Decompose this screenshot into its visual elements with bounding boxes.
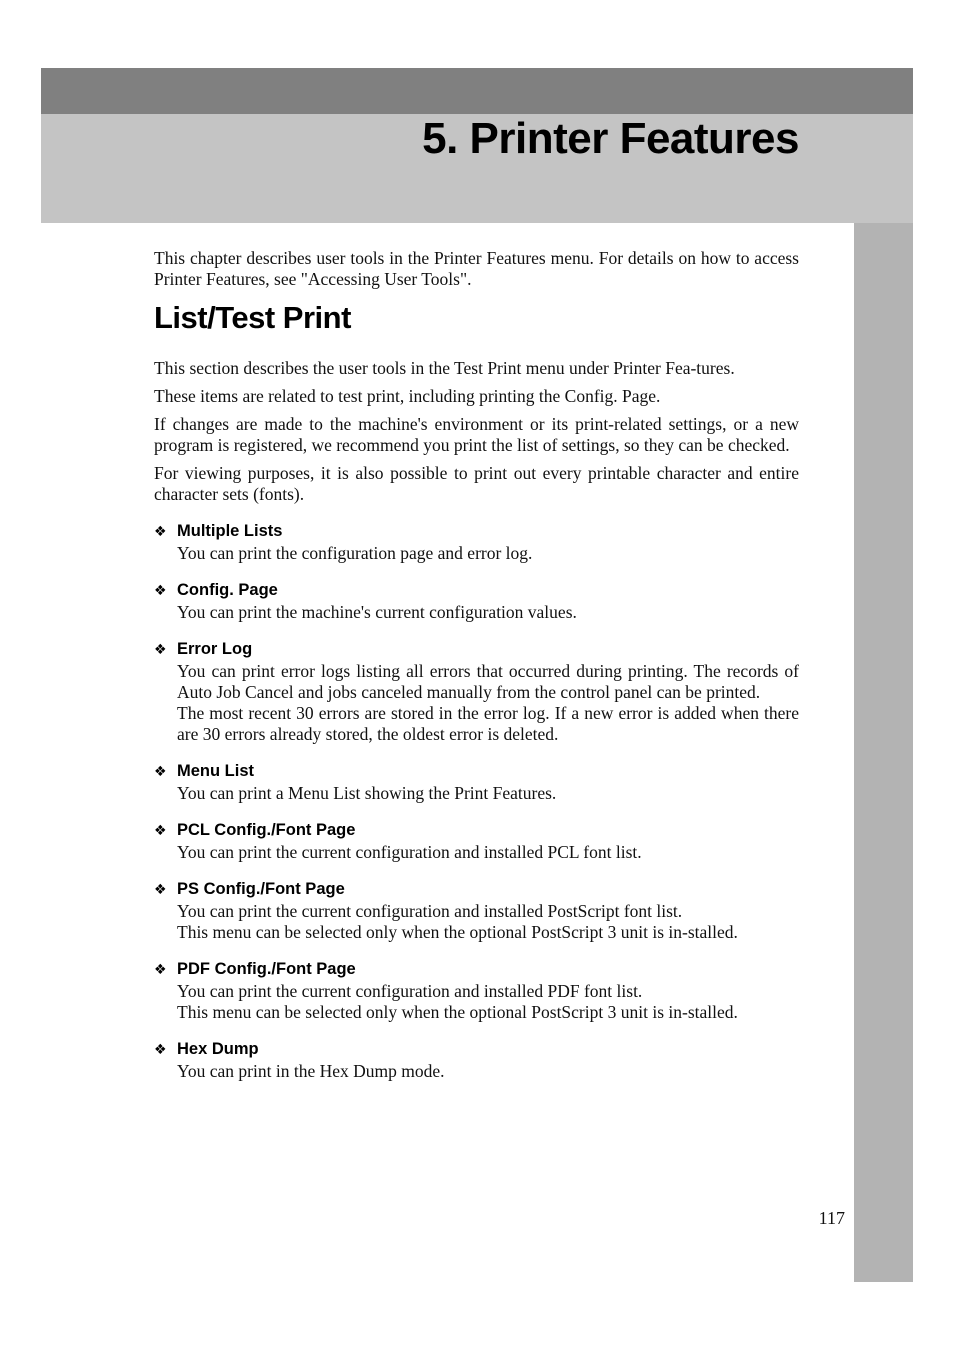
page-content <box>154 248 799 1082</box>
item-config-page <box>154 579 799 623</box>
page-number: 117 <box>818 1208 845 1228</box>
diamond-bullet-icon: ❖ <box>154 822 167 838</box>
item-body <box>177 783 799 804</box>
item-body <box>177 602 799 623</box>
item-title-text: PCL Config./Font Page <box>177 821 356 839</box>
item-title <box>154 579 799 602</box>
item-error-log <box>154 638 799 745</box>
item-body <box>177 842 799 863</box>
chapter-title: 5. Printer Features <box>422 114 799 163</box>
diamond-bullet-icon: ❖ <box>154 641 167 657</box>
item-title <box>154 878 799 901</box>
item-text: You can print the current configuration and installed PCL font list. <box>177 842 642 862</box>
item-text: This menu can be selected only when the optional PostScript 3 unit is in-stalled. <box>177 922 738 942</box>
item-text: You can print error logs listing all errors that occurred during printing. The records of Auto Job Cancel and jobs canceled manually from the control panel can be printed. <box>177 661 799 702</box>
item-title-text: PDF Config./Font Page <box>177 960 356 978</box>
item-title-text: Config. Page <box>177 581 278 599</box>
item-pdf-config <box>154 958 799 1023</box>
item-text: You can print the current configuration and installed PostScript font list. <box>177 901 683 921</box>
section-paragraph: If changes are made to the machine's environment or its print-related settings, or a new program is registered, we recommend you print the list of settings, so they can be checked. <box>154 414 799 455</box>
item-title-text: Hex Dump <box>177 1040 259 1058</box>
section-paragraph: This section describes the user tools in the Test Print menu under Printer Fea-tures. <box>154 358 735 378</box>
item-text: You can print the configuration page and error log. <box>177 543 533 563</box>
item-title <box>154 760 799 783</box>
diamond-bullet-icon: ❖ <box>154 763 167 779</box>
item-title <box>154 638 799 661</box>
item-title-text: Multiple Lists <box>177 522 283 540</box>
item-title <box>154 958 799 981</box>
item-title-text: PS Config./Font Page <box>177 880 345 898</box>
item-body <box>177 1061 799 1082</box>
section-paragraph: These items are related to test print, including printing the Config. Page. <box>154 386 661 406</box>
item-menu-list <box>154 760 799 804</box>
diamond-bullet-icon: ❖ <box>154 1041 167 1057</box>
item-body <box>177 981 799 1023</box>
item-body <box>177 661 799 745</box>
item-text: You can print a Menu List showing the Print Features. <box>177 783 557 803</box>
item-title <box>154 819 799 842</box>
item-title-text: Error Log <box>177 640 253 658</box>
chapter-band-top <box>41 68 913 114</box>
diamond-bullet-icon: ❖ <box>154 881 167 897</box>
section-heading: List/Test Print <box>154 300 351 335</box>
item-multiple-lists <box>154 520 799 564</box>
side-thumb-tab <box>854 223 913 1282</box>
item-title <box>154 1038 799 1061</box>
diamond-bullet-icon: ❖ <box>154 961 167 977</box>
item-text: You can print the machine's current configuration values. <box>177 602 577 622</box>
diamond-bullet-icon: ❖ <box>154 582 167 598</box>
item-ps-config <box>154 878 799 943</box>
item-title <box>154 520 799 543</box>
section-paragraph: For viewing purposes, it is also possible to print out every printable character and entire character sets (fonts). <box>154 463 799 504</box>
item-text: This menu can be selected only when the optional PostScript 3 unit is in-stalled. <box>177 1002 738 1022</box>
item-body <box>177 901 799 943</box>
item-text: You can print in the Hex Dump mode. <box>177 1061 445 1081</box>
diamond-bullet-icon: ❖ <box>154 523 167 539</box>
item-hex-dump <box>154 1038 799 1082</box>
item-text: The most recent 30 errors are stored in the error log. If a new error is added when there are 30 errors already stored, the oldest error is deleted. <box>177 703 799 744</box>
item-pcl-config <box>154 819 799 863</box>
chapter-intro: This chapter describes user tools in the Printer Features menu. For details on how to access Printer Features, see "Accessing User Tools". <box>154 248 799 289</box>
item-text: You can print the current configuration and installed PDF font list. <box>177 981 643 1001</box>
item-body <box>177 543 799 564</box>
item-title-text: Menu List <box>177 762 254 780</box>
